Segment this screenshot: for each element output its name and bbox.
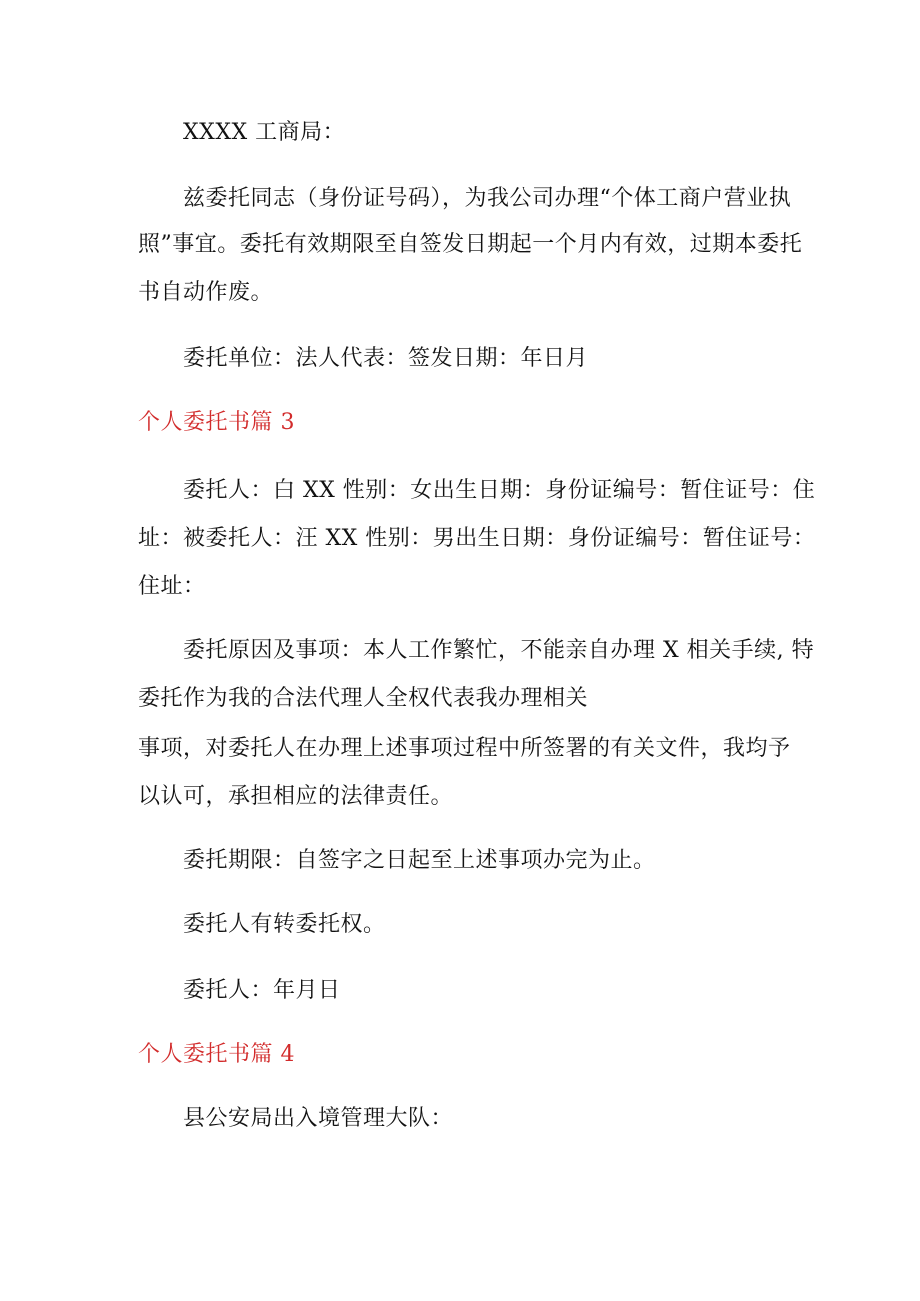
paragraph-1-line-3: 书自动作废。 — [138, 280, 274, 305]
heading-4: 个人委托书篇 4 — [138, 1042, 295, 1067]
paragraph-1-line-1: 兹委托同志（身份证号码），为我公司办理“个体工商户营业执 — [183, 186, 792, 211]
transfer-line: 委托人有转委托权。 — [183, 912, 386, 937]
paragraph-3-line-4: 以认可，承担相应的法律责任。 — [138, 784, 454, 809]
signature-1: 委托单位：法人代表：签发日期：年日月 — [183, 346, 589, 371]
signature-2: 委托人：年月日 — [183, 978, 341, 1003]
salutation-1: XXXX 工商局： — [183, 120, 346, 145]
paragraph-2-line-3: 住址： — [138, 574, 206, 599]
paragraph-3-line-3: 事项，对委托人在办理上述事项过程中所签署的有关文件，我均予 — [138, 736, 791, 761]
paragraph-2-line-1: 委托人：白 XX 性别：女出生日期：身份证编号：暂住证号：住 — [183, 478, 816, 503]
paragraph-2-line-2: 址：被委托人：汪 XX 性别：男出生日期：身份证编号：暂住证号： — [138, 526, 816, 551]
paragraph-3-line-1: 委托原因及事项：本人工作繁忙，不能亲自办理 X 相关手续, 特 — [183, 638, 815, 663]
period-line: 委托期限：自签字之日起至上述事项办完为止。 — [183, 848, 656, 873]
paragraph-3-line-2: 委托作为我的合法代理人全权代表我办理相关 — [138, 686, 589, 711]
heading-3: 个人委托书篇 3 — [138, 410, 295, 435]
paragraph-1-line-2: 照”事宜。委托有效期限至自签发日期起一个月内有效，过期本委托 — [138, 232, 803, 257]
salutation-2: 县公安局出入境管理大队： — [183, 1106, 454, 1131]
